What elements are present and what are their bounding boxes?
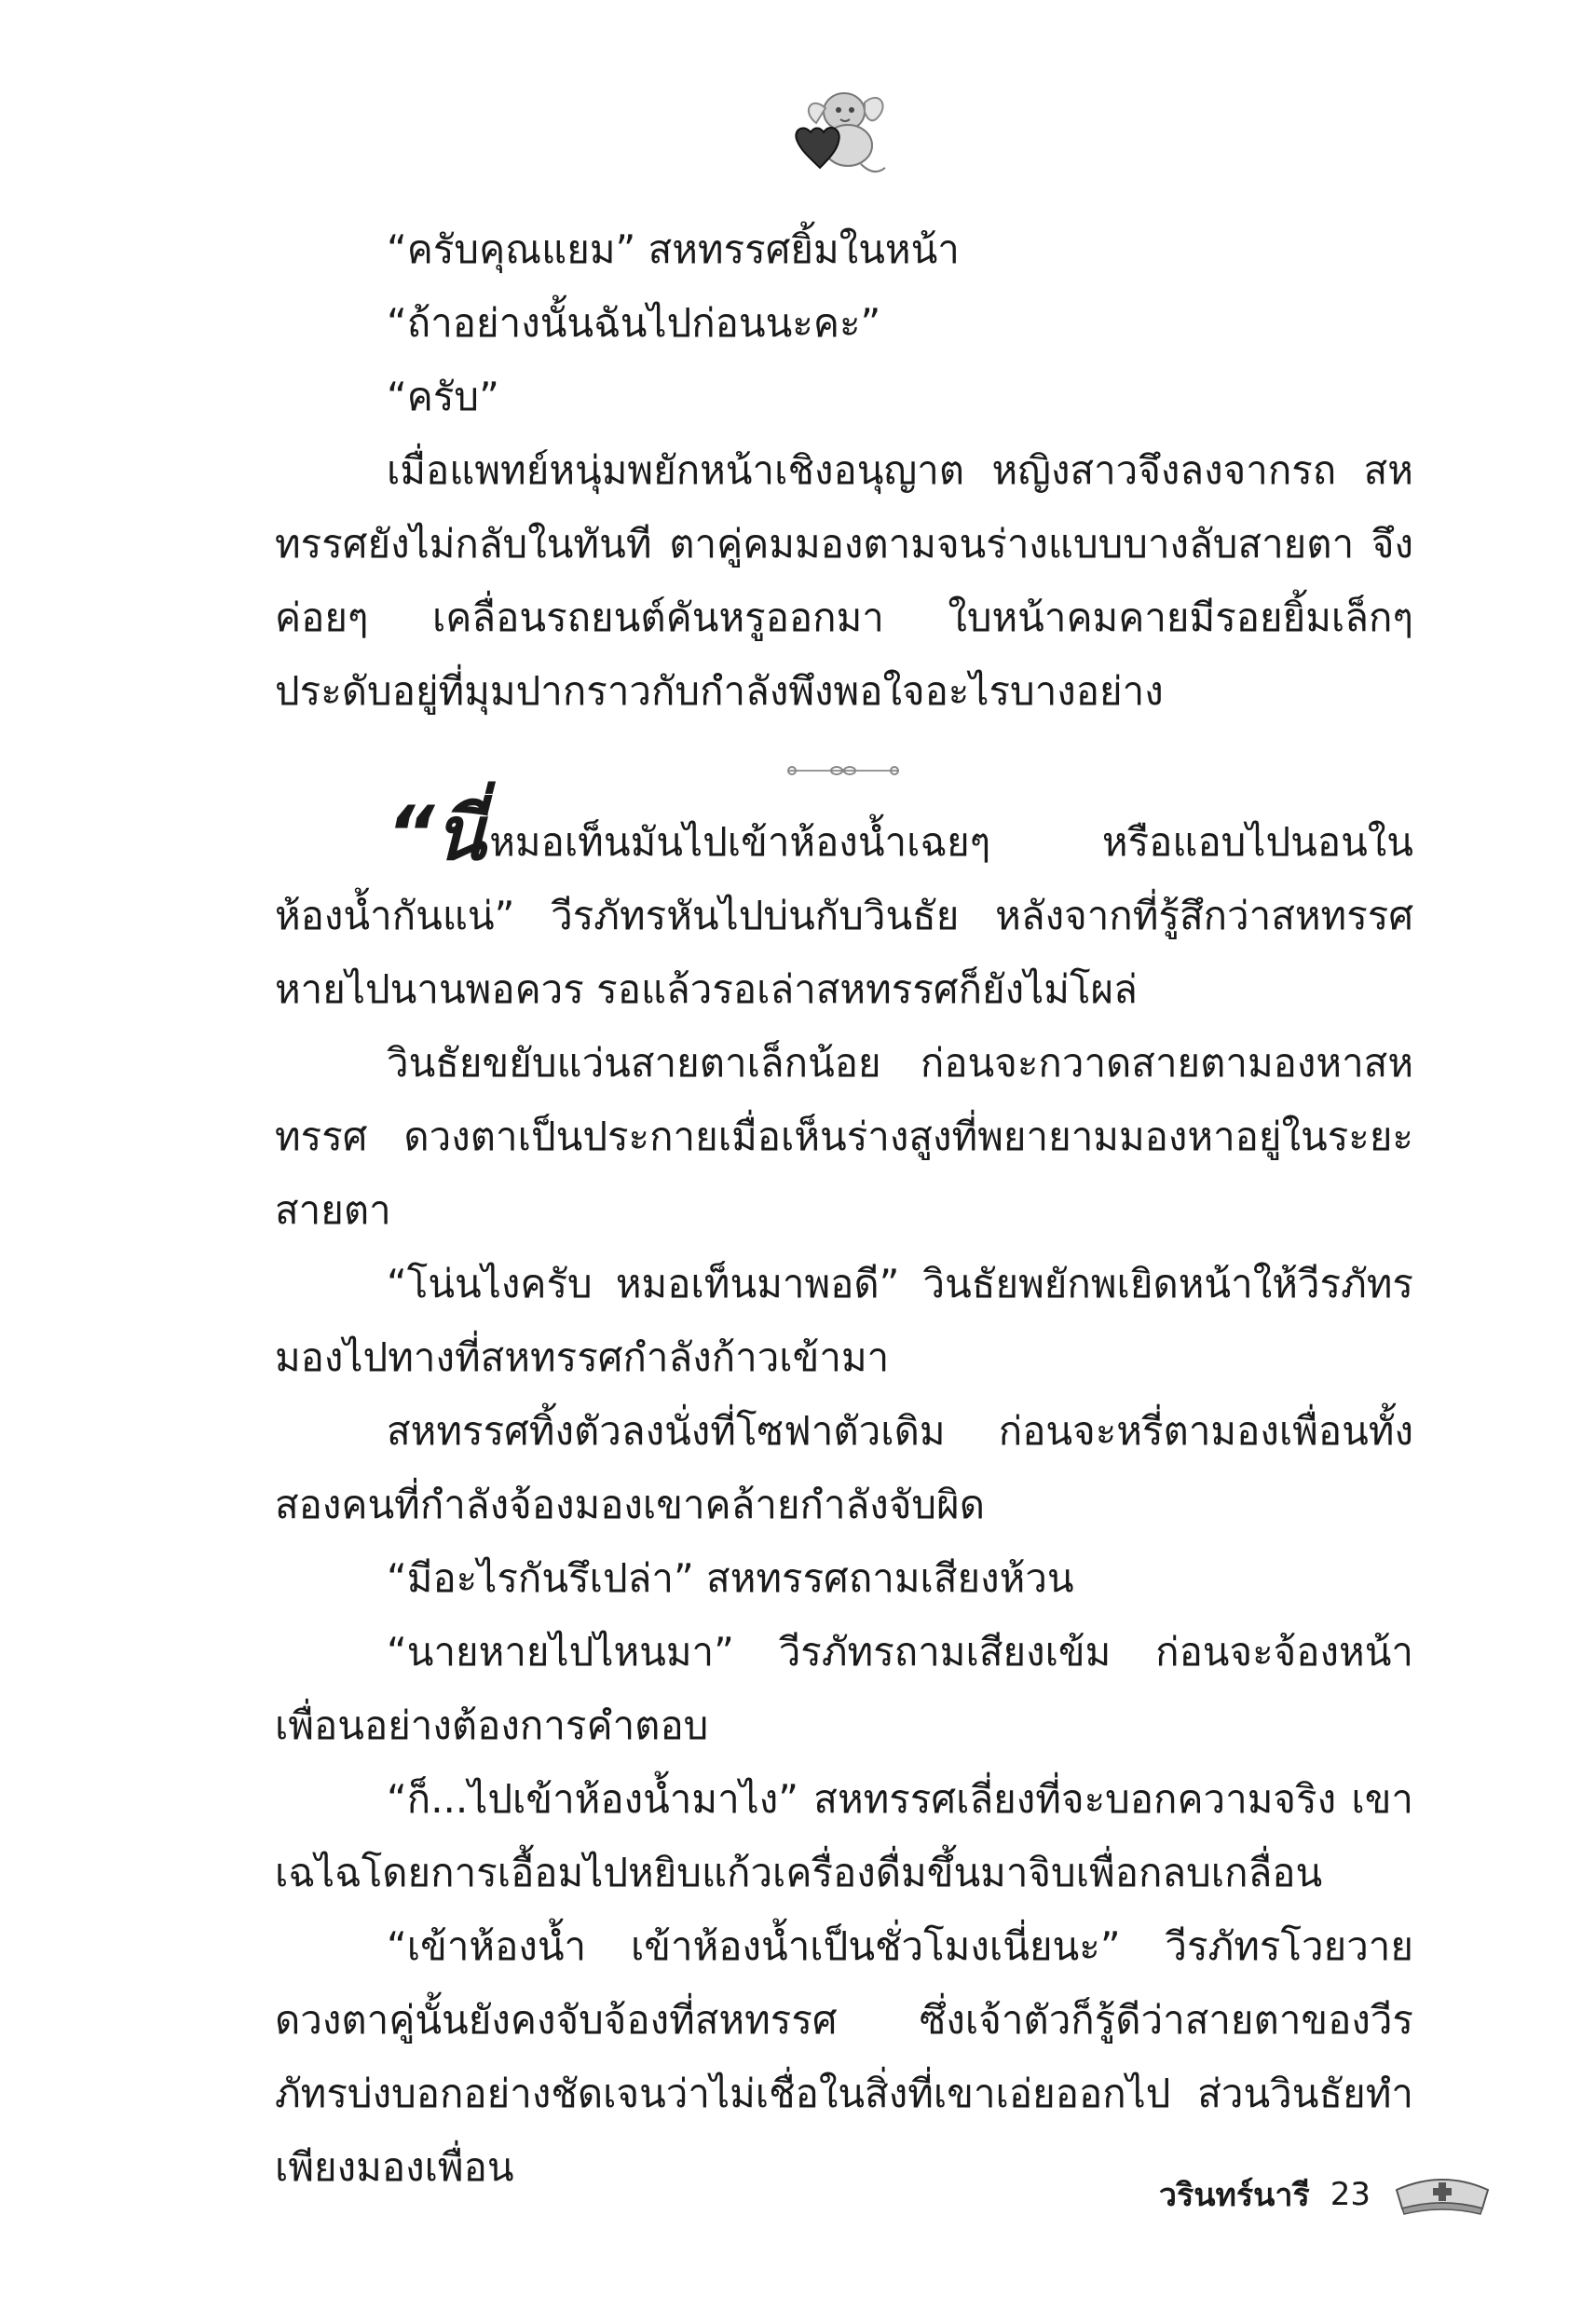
opening-paragraph-text: หมอเท็นมันไปเข้าห้องน้ำเฉยๆ หรือแอบไปนอนในห้องน้ำกันแน่” วีรภัทรหันไปบ่นกับวินธัย หลังจากที่รู้สึกว่าสหทรรศหายไปนานพอควร รอแล้วรอเล่าสหทรรศก็ยังไม่โผล่ xyxy=(275,819,1413,1012)
nurse-cap-icon xyxy=(1391,2171,1494,2218)
opening-paragraph xyxy=(275,790,1413,1026)
paragraph: เมื่อแพทย์หนุ่มพยักหน้าเชิงอนุญาต หญิงสาวจึงลงจากรถ สหทรรศยังไม่กลับในทันที ตาคู่คมมองตามจนร่างแบบบางลับสายตา จึงค่อยๆ เคลื่อนรถยนต์คันหรูออกมา ใบหน้าคมคายมีรอยยิ้มเล็กๆ ประดับอยู่ที่มุมปากราวกับกำลังพึงพอใจอะไรบางอย่าง xyxy=(275,447,1413,714)
dialogue-line: “ถ้าอย่างนั้นฉันไปก่อนนะคะ” xyxy=(387,300,881,346)
drop-cap: “นี่ xyxy=(387,790,486,877)
paragraph: “เข้าห้องน้ำ เข้าห้องน้ำเป็นชั่วโมงเนี่ยนะ” วีรภัทรโวยวาย ดวงตาคู่นั้นยังคงจับจ้องที่สหทรรศ ซึ่งเจ้าตัวก็รู้ดีว่าสายตาของวีรภัทรบ่งบอกอย่างชัดเจนว่าไม่เชื่อในสิ่งที่เขาเอ่ยออกไป ส่วนวินธัยทำเพียงมองเพื่อน xyxy=(275,1923,1413,2190)
paragraph: วินธัยขยับแว่นสายตาเล็กน้อย ก่อนจะกวาดสายตามองหาสหทรรศ ดวงตาเป็นประกายเมื่อเห็นร่างสูงที่พยายามมองหาอยู่ในระยะสายตา xyxy=(275,1040,1413,1233)
paragraph: “โน่นไงครับ หมอเท็นมาพอดี” วินธัยพยักพเยิดหน้าให้วีรภัทรมองไปทางที่สหทรรศกำลังก้าวเข้ามา xyxy=(275,1261,1413,1380)
ornamental-divider-icon xyxy=(783,757,904,785)
dialogue-line: “ครับคุณแยม” สหทรรศยิ้มในหน้า xyxy=(387,226,960,272)
page-number: 23 xyxy=(1330,2176,1371,2213)
cupid-with-heart-icon xyxy=(783,75,894,186)
dialogue-line: “ครับ” xyxy=(387,374,499,419)
book-title: วรินทร์นารี xyxy=(1158,2177,1310,2214)
paragraph: “นายหายไปไหนมา” วีรภัทรถามเสียงเข้ม ก่อนจะจ้องหน้าเพื่อนอย่างต้องการคำตอบ xyxy=(275,1629,1413,1748)
dialogue-line: “มีอะไรกันรึเปล่า” สหทรรศถามเสียงห้วน xyxy=(387,1555,1074,1601)
page-footer xyxy=(1159,2167,1494,2222)
paragraph: “ก็...ไปเข้าห้องน้ำมาไง” สหทรรศเลี่ยงที่จะบอกความจริง เขาเฉไฉโดยการเอื้อมไปหยิบแก้วเครื่องดื่มขึ้นมาจิบเพื่อกลบเกลื่อน xyxy=(275,1776,1413,1895)
text-block-chapter xyxy=(275,790,1413,2204)
text-block-top xyxy=(275,212,1413,728)
paragraph: สหทรรศทิ้งตัวลงนั่งที่โซฟาตัวเดิม ก่อนจะหรี่ตามองเพื่อนทั้งสองคนที่กำลังจ้องมองเขาคล้ายกำลังจับผิด xyxy=(275,1408,1413,1527)
